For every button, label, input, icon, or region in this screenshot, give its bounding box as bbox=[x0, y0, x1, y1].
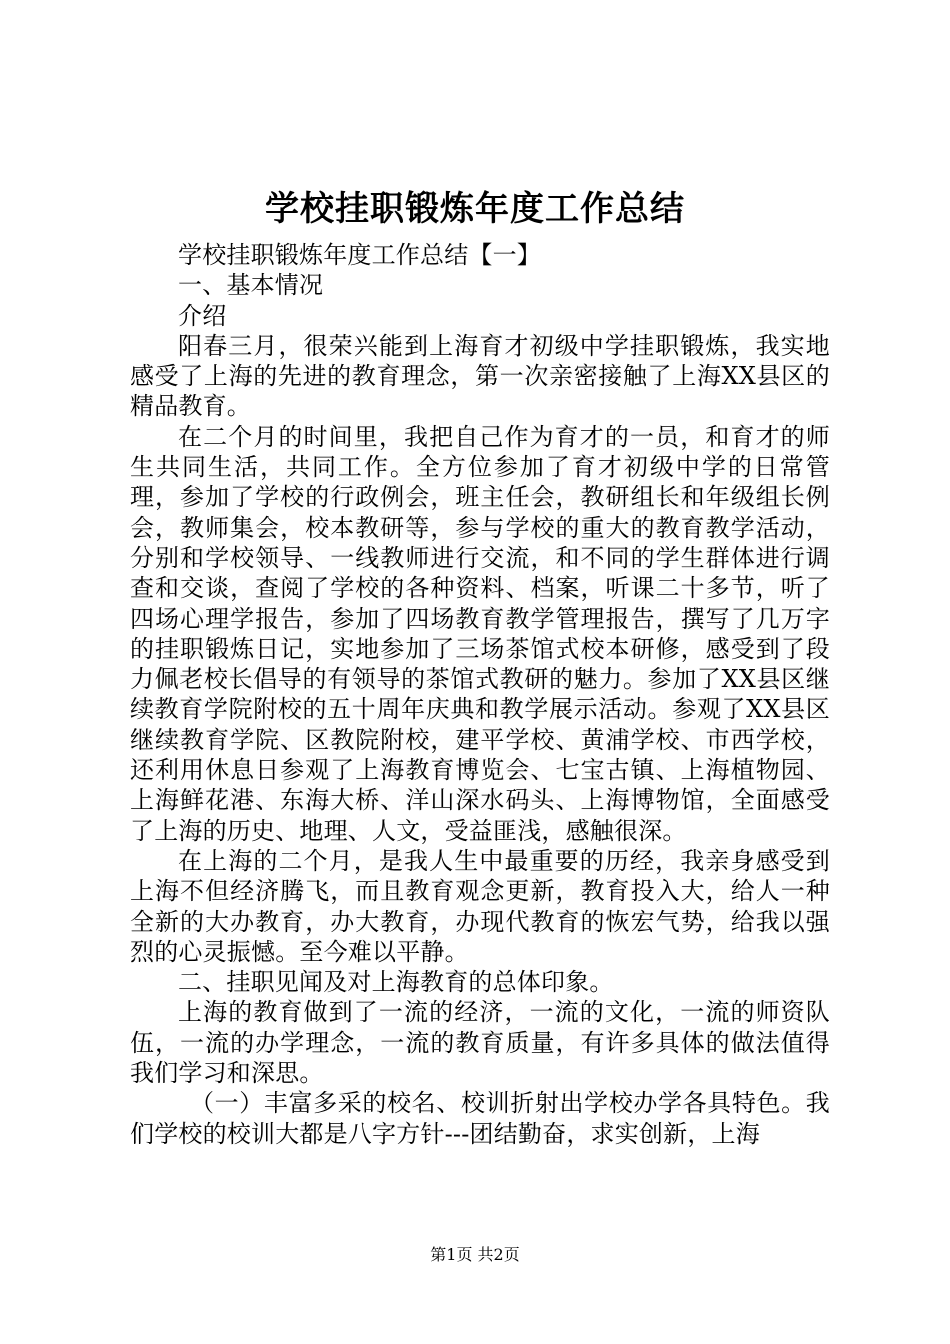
document-body bbox=[130, 240, 830, 1149]
paragraph-subtitle: 学校挂职锻炼年度工作总结【一】 bbox=[178, 241, 541, 269]
paragraph-section-heading: 一、基本情况 bbox=[178, 271, 324, 300]
document-title: 学校挂职锻炼年度工作总结 bbox=[265, 189, 685, 229]
page-number-footer: 第1页 共2页 bbox=[430, 1245, 520, 1264]
paragraph: 在二个月的时间里，我把自己作为育才的一员，和育才的师生共同生活，共同工作。全方位参加了育才初级中学的日常管理，参加了学校的行政例会，班主任会，教研组长和年级组长例会，教师集会，校本教研等，参与学校的重大的教育教学活动，分别和学校领导、一线教师进行交流，和不同的学生群体进行调查和交谈，查阅了学校的各种资料、档案，听课二十多节，听了四场心理学报告，参加了四场教育教学管理报告，撰写了几万字的挂职锻炼日记，实地参加了三场茶馆式校本研修，感受到了段力佩老校长倡导的有领导的茶馆式教研的魅力。参加了XX县区继续教育学院附校的五十周年庆典和教学展示活动。参观了XX县区继续教育学院、区教院附校，建平学校、黄浦学校、市西学校，还利用休息日参观了上海教育博览会、七宝古镇、上海植物园、上海鲜花港、东海大桥、洋山深水码头、上海博物馆，全面感受了上海的历史、地理、人文，受益匪浅，感触很深。 bbox=[130, 422, 830, 845]
paragraph: 在上海的二个月，是我人生中最重要的历经，我亲身感受到上海不但经济腾飞，而且教育观念更新，教育投入大，给人一种全新的大办教育，办大教育，办现代教育的恢宏气势，给我以强烈的心灵振憾。至今难以平静。 bbox=[130, 846, 830, 966]
paragraph-intro-label: 介绍 bbox=[178, 301, 227, 330]
paragraph-section-heading: 二、挂职见闻及对上海教育的总体印象。 bbox=[178, 968, 614, 997]
paragraph: （一）丰富多采的校名、校训折射出学校办学各具特色。我们学校的校训大都是八字方针---团结勤奋，求实创新，上海 bbox=[130, 1089, 830, 1148]
paragraph: 阳春三月，很荣兴能到上海育才初级中学挂职锻炼，我实地感受了上海的先进的教育理念，第一次亲密接触了上海XX县区的精品教育。 bbox=[130, 331, 830, 421]
paragraph: 上海的教育做到了一流的经济，一流的文化，一流的师资队伍，一流的办学理念，一流的教育质量，有许多具体的做法值得我们学习和深思。 bbox=[130, 998, 830, 1088]
